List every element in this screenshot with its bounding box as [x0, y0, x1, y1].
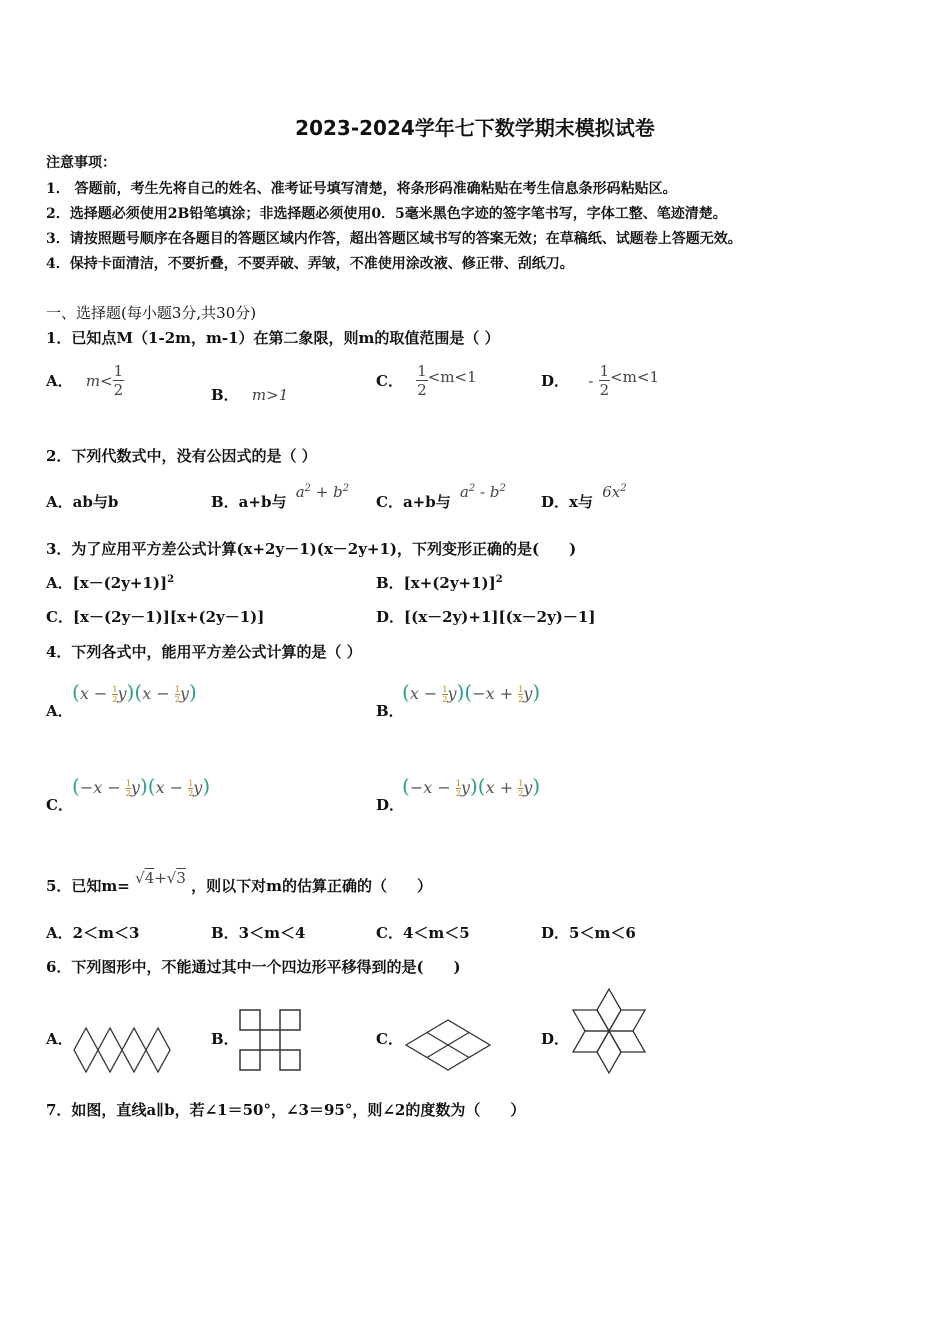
expr-a2-plus-b2: $a^2 + b^2$ — [295, 483, 350, 501]
option-label: B． — [211, 386, 239, 404]
q1-option-d — [541, 362, 659, 399]
note-item: 4．保持卡面清洁，不要折叠，不要弄破、弄皱，不准使用涂改液、修正带、刮纸刀。 — [46, 256, 574, 272]
q5-option-b: B．3＜m＜4 — [211, 924, 306, 942]
question-3-stem: 3．为了应用平方差公式计算(x+2y－1)(x－2y+1)，下列变形正确的是( ) — [46, 540, 577, 558]
q4-option-b-expr: (x − $\frac{1}{2}y)(-x$ + $\frac{1}{2}y$) — [402, 680, 541, 704]
option-text: A．[x－(2y+1)] — [46, 574, 168, 592]
option-text: B．[x+(2y+1)] — [376, 574, 496, 592]
q5-option-c: C．4＜m＜5 — [376, 924, 470, 942]
q2-option-d — [541, 483, 627, 512]
question-2-stem: 2．下列代数式中，没有公因式的是（ ） — [46, 447, 317, 465]
q6-figure-c — [402, 1016, 494, 1074]
note-item: 2．选择题必须使用2B铅笔填涂；非选择题必须使用0．5毫米黑色字迹的签字笔书写，字体工整、笔迹清楚。 — [46, 206, 727, 222]
q6-figure-b — [236, 1006, 306, 1076]
superscript: 2 — [495, 574, 503, 585]
q6-figure-d — [568, 986, 650, 1076]
sqrt-expr: √4+√3 — [135, 869, 186, 887]
superscript: 2 — [167, 574, 175, 585]
option-label: A． — [46, 372, 73, 390]
q2-option-c — [376, 483, 506, 512]
q2-option-b — [211, 483, 350, 512]
q3-option-d: D．[(x－2y)+1][(x－2y)－1] — [376, 608, 596, 626]
page-title: 2023-2024学年七下数学期末模拟试卷 — [295, 116, 655, 140]
question-1-stem: 1．已知点M（1-2m，m-1）在第二象限，则m的取值范围是（ ） — [46, 329, 500, 347]
q1-option-c — [376, 362, 477, 399]
option-label: D． — [541, 372, 570, 390]
option-math: <m<1 — [427, 368, 477, 386]
question-7-stem: 7．如图，直线a∥b，若∠1＝50°，∠3＝95°，则∠2的度数为（ ） — [46, 1101, 526, 1119]
q3-option-a — [46, 572, 174, 593]
q4-option-a-label: A． — [46, 702, 73, 720]
q4-option-d-label: D． — [376, 796, 405, 814]
fraction-num: 1 — [113, 362, 124, 380]
note-item: 3．请按照题号顺序在各题目的答题区域内作答，超出答题区域书写的答案无效；在草稿纸、试题卷上答题无效。 — [46, 231, 742, 247]
stem-text: 5．已知m= — [46, 877, 130, 895]
q3-option-b — [376, 572, 503, 593]
question-5-stem — [46, 869, 433, 896]
q5-option-d: D．5＜m＜6 — [541, 924, 636, 942]
q2-option-a: A．ab与b — [46, 493, 119, 511]
option-label: C． — [376, 372, 403, 390]
expr-6x2: $6x^2$ — [602, 483, 627, 501]
fraction-num: 1 — [417, 362, 427, 380]
q1-option-a — [46, 362, 124, 399]
option-math: m< — [85, 371, 113, 390]
question-4-stem: 4．下列各式中，能用平方差公式计算的是（ ） — [46, 643, 362, 661]
q4-option-d-expr: (−x − $\frac{1}{2}y)(x$ + $\frac{1}{2}y$) — [402, 774, 541, 798]
expr-a2-minus-b2: $a^2 - b^2$ — [459, 483, 506, 501]
fraction-den: 2 — [599, 381, 610, 399]
q4-option-a-expr: (x − $\frac{1}{2}y)(x$ − $\frac{1}{2}y$) — [72, 680, 197, 704]
fraction — [599, 362, 611, 399]
q6-option-a-label: A． — [46, 1030, 73, 1048]
note-item: 1． 答题前，考生先将自己的姓名、准考证号填写清楚，将条形码准确粘贴在考生信息条形码粘贴区。 — [46, 181, 677, 197]
section-heading: 一、选择题(每小题3分,共30分) — [46, 304, 257, 322]
fraction-num: 1 — [599, 362, 610, 380]
q6-option-c-label: C． — [376, 1030, 403, 1048]
fraction — [113, 362, 125, 399]
notes-heading: 注意事项： — [46, 155, 116, 171]
option-label: B．a+b与 — [211, 493, 287, 511]
q6-option-d-label: D． — [541, 1030, 570, 1048]
q6-option-b-label: B． — [211, 1030, 239, 1048]
q1-option-b — [211, 384, 288, 405]
q4-option-c-label: C． — [46, 796, 73, 814]
fraction — [416, 362, 428, 399]
q4-option-c-expr: (−x − $\frac{1}{2}y)(x$ − $\frac{1}{2}y$) — [72, 774, 211, 798]
q6-figure-a — [72, 1024, 176, 1076]
expr-text: 6x — [602, 483, 621, 501]
option-math: - — [588, 371, 594, 390]
option-math: m>1 — [251, 386, 289, 404]
stem-text: ，则以下对m的估算正确的（ ） — [191, 877, 433, 895]
option-label: C．a+b与 — [376, 493, 451, 511]
fraction-den: 2 — [113, 381, 124, 399]
option-label: D．x与 — [541, 493, 593, 511]
question-6-stem: 6．下列图形中，不能通过其中一个四边形平移得到的是( ) — [46, 958, 461, 976]
q5-option-a: A．2＜m＜3 — [46, 924, 140, 942]
q4-option-b-label: B． — [376, 702, 404, 720]
q3-option-c: C．[x－(2y－1)][x+(2y－1)] — [46, 608, 265, 626]
fraction-den: 2 — [417, 381, 427, 399]
option-math: <m<1 — [610, 368, 660, 386]
